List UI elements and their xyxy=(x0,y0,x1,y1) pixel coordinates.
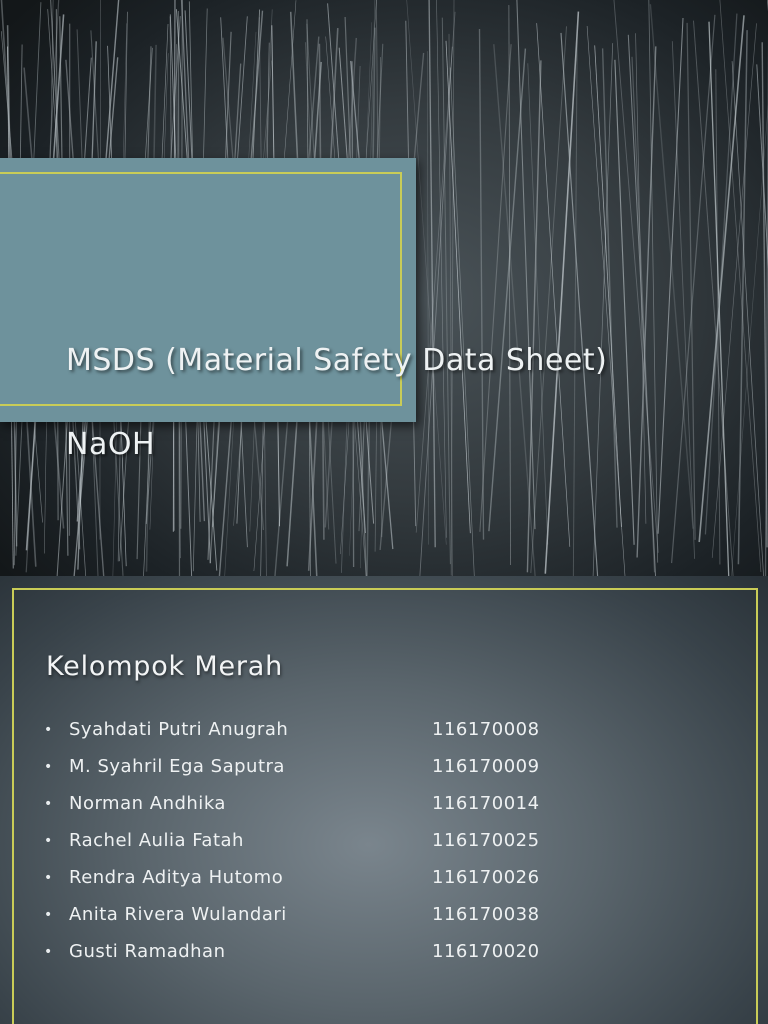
member-name: Rendra Aditya Hutomo xyxy=(69,867,284,888)
member-name: M. Syahril Ega Saputra xyxy=(69,756,285,777)
members-slide xyxy=(0,576,768,1024)
bullet-dot-icon: • xyxy=(44,833,53,849)
bullet-dot-icon: • xyxy=(44,870,53,886)
member-name: Norman Andhika xyxy=(69,793,226,814)
bullet-dot-icon: • xyxy=(44,907,53,923)
slide-title xyxy=(66,298,746,508)
member-id: 116170014 xyxy=(432,793,540,814)
bullet-dot-icon: • xyxy=(44,796,53,812)
member-name: Anita Rivera Wulandari xyxy=(69,904,287,925)
member-name: Syahdati Putri Anugrah xyxy=(69,719,289,740)
member-id: 116170008 xyxy=(432,719,540,740)
member-id: 116170020 xyxy=(432,941,540,962)
member-name: Gusti Ramadhan xyxy=(69,941,226,962)
member-id: 116170009 xyxy=(432,756,540,777)
member-id: 116170038 xyxy=(432,904,540,925)
slide-title-line-1: MSDS (Material Safety Data Sheet) xyxy=(66,343,608,378)
bullet-dot-icon: • xyxy=(44,944,53,960)
slide-title-line-2: NaOH xyxy=(66,427,155,462)
member-id: 116170025 xyxy=(432,830,540,851)
group-heading: Kelompok Merah xyxy=(46,651,284,682)
member-id: 116170026 xyxy=(432,867,540,888)
member-name: Rachel Aulia Fatah xyxy=(69,830,244,851)
bullet-dot-icon: • xyxy=(44,722,53,738)
bullet-dot-icon: • xyxy=(44,759,53,775)
